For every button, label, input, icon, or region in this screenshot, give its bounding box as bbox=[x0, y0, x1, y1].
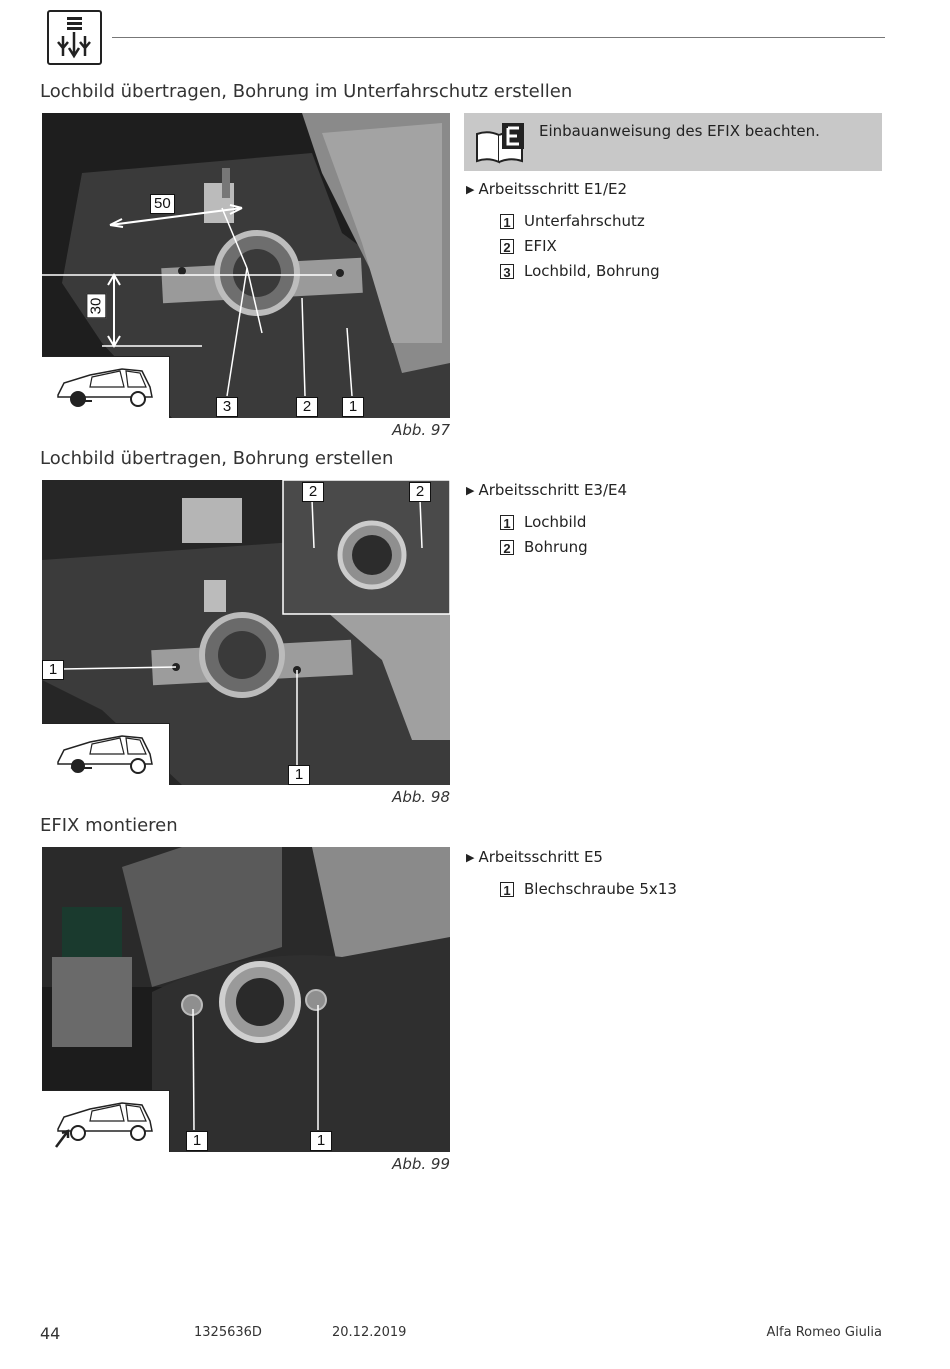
item-text: Bohrung bbox=[524, 538, 588, 556]
list-item bbox=[500, 237, 557, 255]
vehicle-model: Alfa Romeo Giulia bbox=[766, 1325, 882, 1340]
dimension-label-30: 30 bbox=[86, 294, 106, 319]
list-item bbox=[500, 513, 586, 531]
header-rule bbox=[112, 37, 885, 38]
item-number: 2 bbox=[500, 239, 514, 254]
triangle-right-icon: ▶ bbox=[466, 484, 475, 497]
callout-1-right: 1 bbox=[310, 1131, 332, 1151]
step-e3-e4 bbox=[466, 481, 627, 499]
step-label: Arbeitsschritt E3/E4 bbox=[478, 481, 628, 499]
callout-2-right: 2 bbox=[409, 482, 431, 502]
item-text: EFIX bbox=[524, 237, 557, 255]
page-number: 44 bbox=[40, 1324, 61, 1343]
section-title-2: Lochbild übertragen, Bohrung erstellen bbox=[40, 448, 394, 469]
callout-1: 1 bbox=[342, 397, 364, 417]
instruction-book-icon bbox=[474, 122, 526, 164]
figure-caption-99: Abb. 99 bbox=[392, 1155, 450, 1173]
triangle-right-icon: ▶ bbox=[466, 183, 475, 196]
callout-1-left: 1 bbox=[186, 1131, 208, 1151]
item-number: 1 bbox=[500, 214, 514, 229]
item-number: 1 bbox=[500, 882, 514, 897]
photo-abb-98 bbox=[42, 480, 450, 785]
list-item bbox=[500, 262, 660, 280]
step-e5 bbox=[466, 848, 603, 866]
doc-date: 20.12.2019 bbox=[332, 1325, 407, 1340]
list-item bbox=[500, 538, 588, 556]
car-position-icon bbox=[42, 1090, 170, 1152]
item-number: 2 bbox=[500, 540, 514, 555]
item-number: 1 bbox=[500, 515, 514, 530]
step-e1-e2 bbox=[466, 180, 627, 198]
photo-abb-97 bbox=[42, 113, 450, 418]
doc-number: 1325636D bbox=[194, 1325, 262, 1340]
item-text: Lochbild, Bohrung bbox=[524, 262, 660, 280]
callout-1-left: 1 bbox=[42, 660, 64, 680]
step-label: Arbeitsschritt E5 bbox=[478, 848, 603, 866]
figure-caption-98: Abb. 98 bbox=[392, 788, 450, 806]
car-position-icon bbox=[42, 723, 170, 785]
callout-1-bottom: 1 bbox=[288, 765, 310, 785]
callout-2: 2 bbox=[296, 397, 318, 417]
section-title-3: EFIX montieren bbox=[40, 815, 178, 836]
dimension-label-50: 50 bbox=[150, 194, 175, 214]
photo-abb-99 bbox=[42, 847, 450, 1152]
item-number: 3 bbox=[500, 264, 514, 279]
step-label: Arbeitsschritt E1/E2 bbox=[478, 180, 628, 198]
list-item bbox=[500, 880, 677, 898]
car-position-icon bbox=[42, 356, 170, 418]
item-text: Blechschraube 5x13 bbox=[524, 880, 677, 898]
item-text: Lochbild bbox=[524, 513, 587, 531]
list-item bbox=[500, 212, 645, 230]
section-title-1: Lochbild übertragen, Bohrung im Unterfahrschutz erstellen bbox=[40, 81, 573, 102]
triangle-right-icon: ▶ bbox=[466, 851, 475, 864]
item-text: Unterfahrschutz bbox=[524, 212, 645, 230]
note-box bbox=[464, 113, 882, 171]
workshop-lift-icon bbox=[47, 10, 102, 65]
callout-3: 3 bbox=[216, 397, 238, 417]
note-text: Einbauanweisung des EFIX beachten. bbox=[539, 122, 820, 140]
figure-caption-97: Abb. 97 bbox=[392, 421, 450, 439]
callout-2-left: 2 bbox=[302, 482, 324, 502]
